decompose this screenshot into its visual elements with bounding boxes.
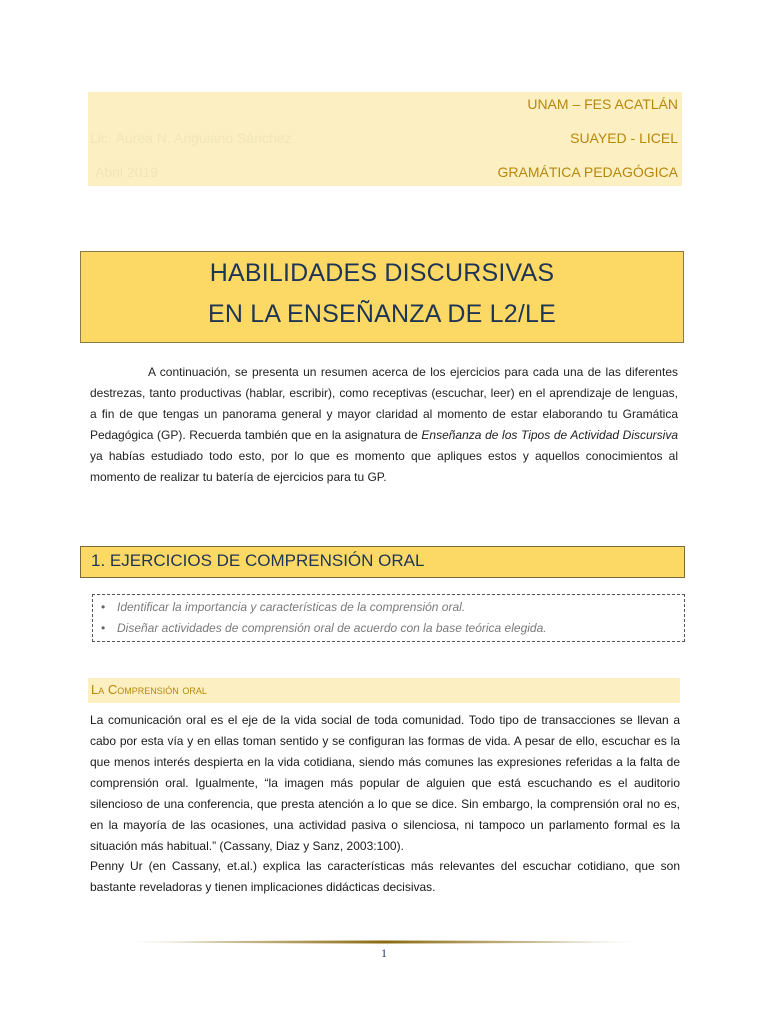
- intro-text-2: ya habías estudiado todo esto, por lo que es momento que apliques estos y aquellos conocimientos al momento de realizar tu batería de ejercicios para tu GP.: [90, 449, 678, 484]
- page-number: 1: [381, 946, 387, 960]
- subsection-heading-band: [88, 678, 680, 703]
- objective-item: [101, 600, 465, 614]
- objective-item: [101, 621, 547, 635]
- header-author: Lic. Áurea N. Anguiano Sánchez: [90, 130, 292, 146]
- header-course: GRAMÁTICA PEDAGÓGICA: [497, 164, 678, 180]
- document-title-line-2: EN LA ENSEÑANZA DE L2/LE: [207, 300, 556, 328]
- document-title-line-1: HABILIDADES DISCURSIVAS: [209, 259, 555, 287]
- objective-text: Identificar la importancia y características de la comprensión oral.: [117, 600, 466, 614]
- document-title-box: [80, 251, 684, 343]
- intro-emphasis: Enseñanza de los Tipos de Actividad Discursiva: [421, 428, 678, 442]
- bullet-icon: •: [101, 621, 106, 635]
- header-date: Abril 2019: [95, 164, 159, 180]
- body-paragraph-2: Penny Ur (en Cassany, et.al.) explica las características más relevantes del escuchar cotidiano, que son bastante reveladoras y tienen implicaciones didácticas decisivas.: [90, 859, 680, 894]
- objectives-box: [92, 594, 685, 642]
- bullet-icon: •: [101, 600, 106, 614]
- header-program: SUAYED - LICEL: [570, 130, 678, 146]
- intro-paragraph: [90, 362, 678, 488]
- body-paragraph-1: La comunicación oral es el eje de la vida social de toda comunidad. Todo tipo de transacciones se llevan a cabo por esta vía y en ellas toman sentido y se configuran las formas de vida. A pesar de ello, escuchar es la que menos interés despierta en la vida cotidiana, siendo más comunes las expresiones referidas a la falta de comprensión oral. Igualmente, “la imagen más popular de alguien que está escuchando es el auditorio silencioso de una conferencia, que presta atención a lo que se dice. Sin embargo, la comprensión oral no es, en la mayoría de las ocasiones, una actividad pasiva o silenciosa, ni tampoco un parlamento formal es la situación más habitual.” (Cassany, Diaz y Sanz, 2003:100).: [90, 713, 680, 853]
- intro-text-1: A continuación, se presenta un resumen acerca de los ejercicios para cada una de las diferentes destrezas, tanto productivas (hablar, escribir), como receptivas (escuchar, leer) en el aprendizaje de lenguas, a fin de que tengas un panorama general y mayor claridad al momento de estar elaborando tu Gramática Pedagógica (GP). Recuerda también que en la asignatura de: [90, 365, 678, 442]
- objective-text: Diseñar actividades de comprensión oral de acuerdo con la base teórica elegida.: [117, 621, 547, 635]
- section-title: 1. EJERCICIOS DE COMPRENSIÓN ORAL: [91, 551, 425, 570]
- footer-divider: [116, 938, 652, 946]
- subsection-title: La Comprensión oral: [91, 682, 207, 697]
- section-heading-box: [80, 546, 685, 578]
- header-institution: UNAM – FES ACATLÁN: [527, 96, 678, 112]
